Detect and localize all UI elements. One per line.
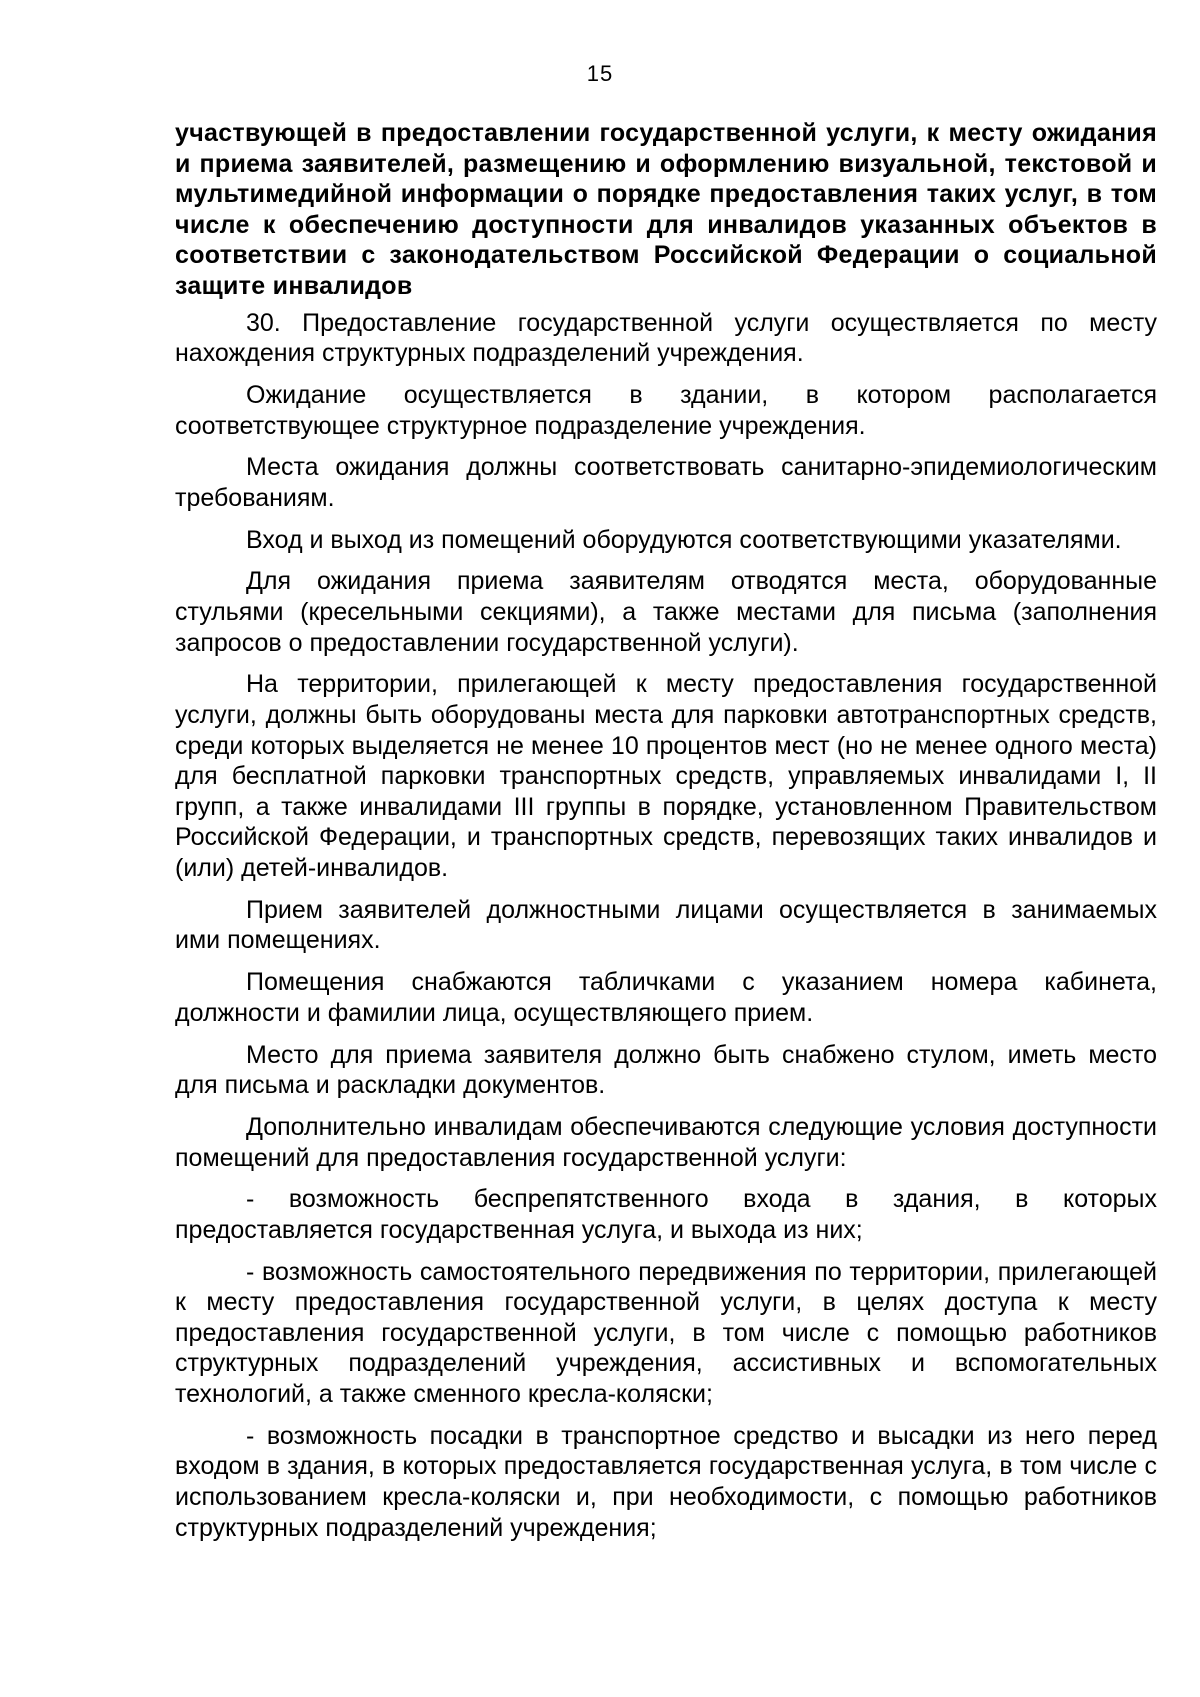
paragraph: Для ожидания приема заявителям отводятся места, оборудованные стульями (кресельными секциями), а также местами для письма (заполнения запросов о предоставлении государственной услуги). (175, 567, 1157, 657)
paragraph: Вход и выход из помещений оборудуются соответствующими указателями. (246, 525, 1122, 554)
paragraph: Дополнительно инвалидам обеспечиваются следующие условия доступности помещений для предоставления государственной услуги: (175, 1112, 1157, 1172)
paragraph: На территории, прилегающей к месту предоставления государственной услуги, должны быть оборудованы места для парковки автотранспортных средств, среди которых выделяется не менее 10 процентов мест (но не менее одного места) для бесплатной парковки транспортных средств, управляемых инвалидами I, II групп, а также инвалидами III группы в порядке, установленном Правительством Российской Федерации, и транспортных средств, перевозящих таких инвалидов и (или) детей-инвалидов. (175, 670, 1157, 882)
list-item: - возможность посадки в транспортное средство и высадки из него перед входом в здания, в которых предоставляется государственная услуга, в том числе с использованием кресла-коляски и, при необходимости, с помощью работников структурных подразделений учреждения; (175, 1421, 1157, 1542)
page-number: 15 (586, 61, 614, 86)
document-body (175, 118, 1157, 1554)
paragraph: Место для приема заявителя должно быть снабжено стулом, иметь место для письма и раскладки документов. (175, 1040, 1157, 1100)
section-heading: участвующей в предоставлении государственной услуги, к месту ожидания и приема заявителей, размещению и оформлению визуальной, текстовой и мультимедийной информации о порядке предоставления таких услуг, в том числе к обеспечению доступности для инвалидов указанных объектов в соответствии с законодательством Российской Федерации о социальной защите инвалидов (175, 119, 1157, 300)
paragraph: 30. Предоставление государственной услуги осуществляется по месту нахождения структурных подразделений учреждения. (175, 308, 1157, 368)
paragraph: Прием заявителей должностными лицами осуществляется в занимаемых ими помещениях. (175, 895, 1157, 955)
list-item: - возможность беспрепятственного входа в здания, в которых предоставляется государственная услуга, и выхода из них; (175, 1185, 1157, 1244)
paragraph: Помещения снабжаются табличками с указанием номера кабинета, должности и фамилии лица, осуществляющего прием. (175, 968, 1157, 1027)
paragraph: Ожидание осуществляется в здании, в котором располагается соответствующее структурное подразделение учреждения. (175, 380, 1157, 440)
paragraph: Места ожидания должны соответствовать санитарно-эпидемиологическим требованиям. (175, 453, 1157, 512)
list-item: - возможность самостоятельного передвижения по территории, прилегающей к месту предоставления государственной услуги, в целях доступа к месту предоставления государственной услуги, в том числе с помощью работников структурных подразделений учреждения, ассистивных и вспомогательных технологий, а также сменного кресла-коляски; (175, 1257, 1157, 1409)
